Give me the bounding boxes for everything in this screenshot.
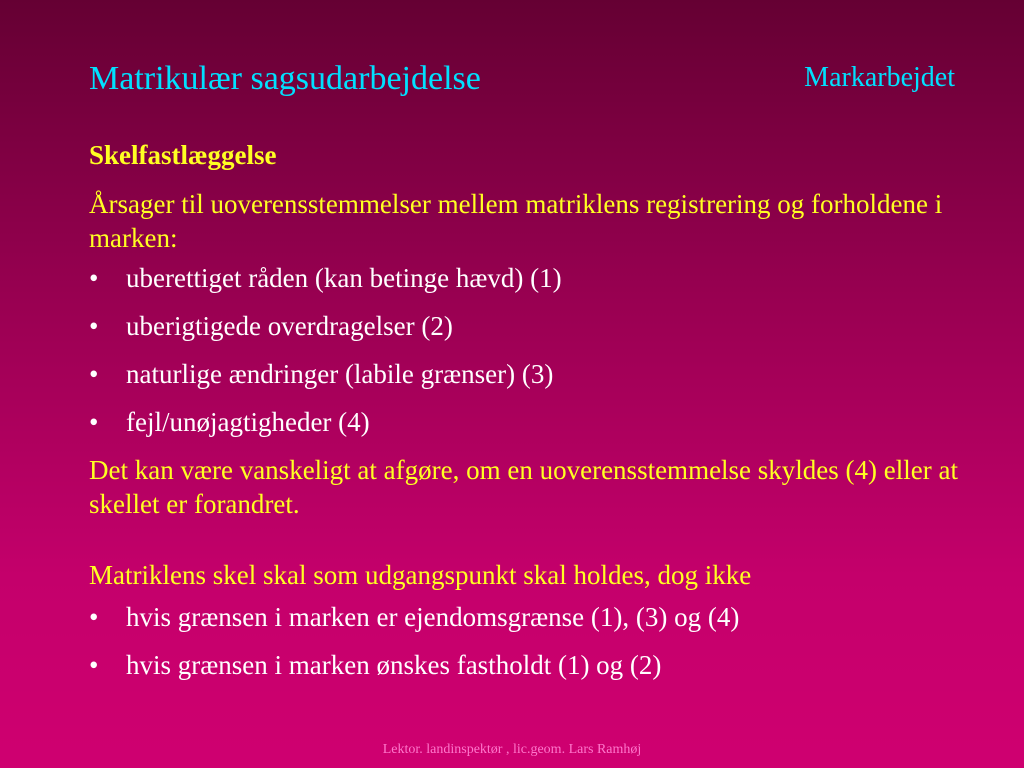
list-item-text: hvis grænsen i marken ønskes fastholdt (1) og (2) — [126, 650, 662, 680]
footer-credit: Lektor. landinspektør , lic.geom. Lars Ramhøj — [382, 742, 642, 757]
intro-paragraph: Årsager til uoverensstemmelser mellem matriklens registrering og forholdene i marken: — [89, 189, 943, 253]
list-item — [89, 648, 969, 682]
bullet-icon: • — [89, 311, 99, 341]
exceptions-list — [89, 600, 969, 682]
bullet-icon: • — [89, 359, 99, 389]
subheading: Skelfastlæggelse — [89, 140, 277, 170]
list-item-text: hvis grænsen i marken er ejendomsgrænse (1), (3) og (4) — [126, 602, 740, 632]
bullet-icon: • — [89, 650, 99, 680]
list-item — [89, 405, 969, 439]
list-item-text: fejl/unøjagtigheder (4) — [126, 407, 370, 437]
list-item-text: uberigtigede overdragelser (2) — [126, 311, 453, 341]
rule-paragraph: Matriklens skel skal som udgangspunkt skal holdes, dog ikke — [89, 560, 752, 590]
slide-title: Matrikulær sagsudarbejdelse — [89, 60, 481, 97]
list-item-text: uberettiget råden (kan betinge hævd) (1) — [126, 263, 562, 293]
causes-list — [89, 261, 969, 439]
list-item — [89, 261, 969, 295]
list-item — [89, 357, 969, 391]
list-item-text: naturlige ændringer (labile grænser) (3) — [126, 359, 554, 389]
list-item — [89, 600, 969, 634]
section-label: Markarbejdet — [804, 62, 955, 93]
list-item — [89, 309, 969, 343]
bullet-icon: • — [89, 602, 99, 632]
bullet-icon: • — [89, 263, 99, 293]
slide-content — [89, 138, 969, 682]
difficulty-paragraph: Det kan være vanskeligt at afgøre, om en uoverensstemmelse skyldes (4) eller at skellet er forandret. — [89, 455, 958, 519]
bullet-icon: • — [89, 407, 99, 437]
